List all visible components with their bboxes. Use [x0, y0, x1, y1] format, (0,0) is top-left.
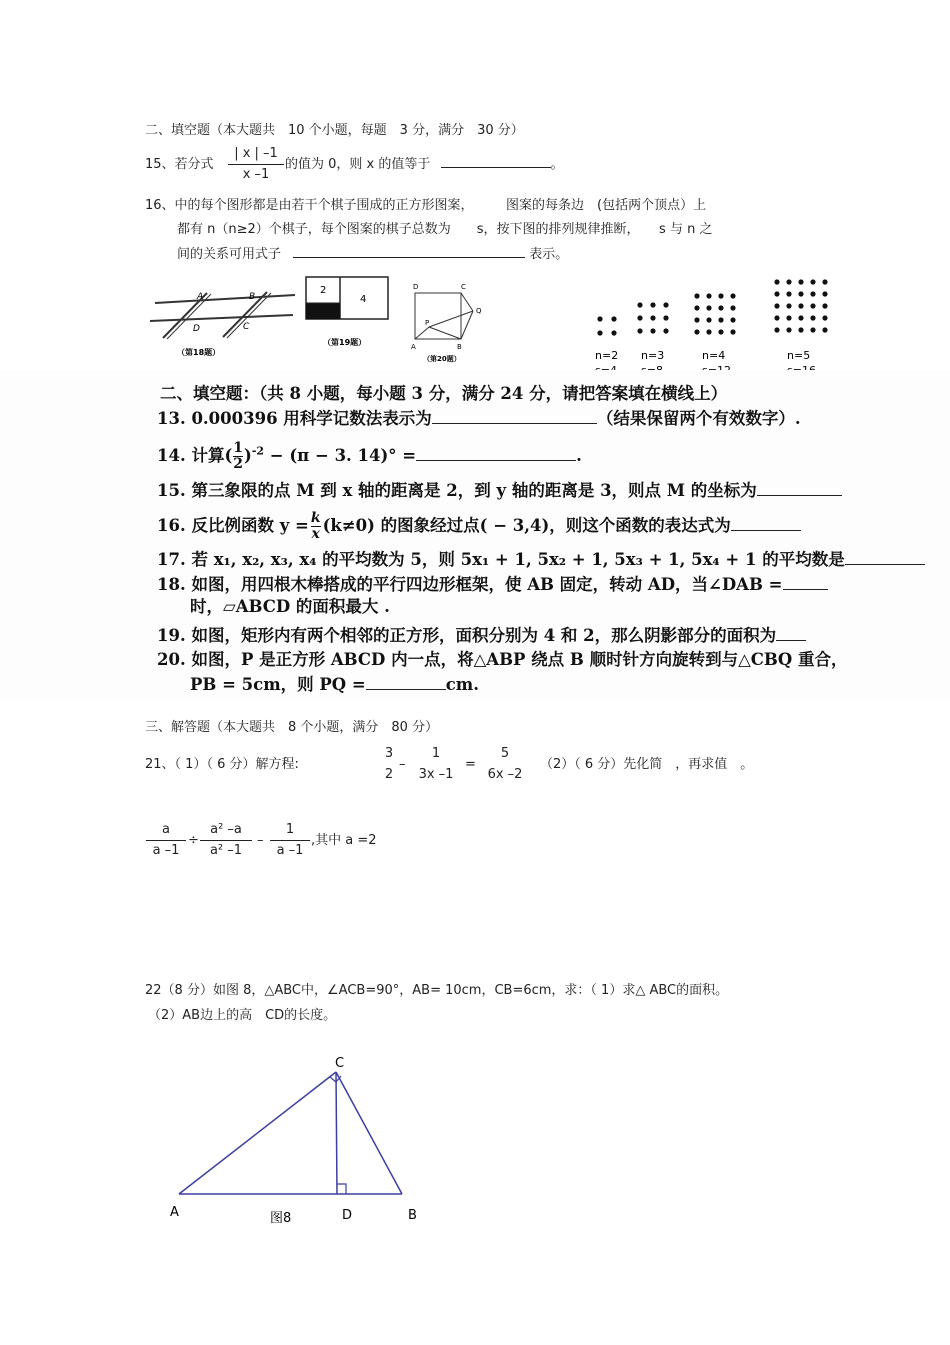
- figures-row: [145, 275, 855, 375]
- chess-dot: [637, 315, 642, 320]
- q20-line2: PB = 5cm，则 PQ = cm.: [190, 675, 479, 694]
- vertex-label-a: A: [170, 1205, 179, 1220]
- chess-dot: [786, 327, 791, 332]
- chess-dot: [650, 328, 655, 333]
- vertex-label-c: C: [335, 1056, 345, 1071]
- chess-dot: [798, 303, 803, 308]
- q22-line2: （2）AB边上的高 CD的长度。: [148, 1008, 337, 1023]
- fig18-label-a: A: [197, 292, 204, 302]
- chess-dot: [663, 302, 668, 307]
- chess-dot: [663, 315, 668, 320]
- chess-dot: [694, 305, 699, 310]
- chess-dot: [706, 293, 711, 298]
- q16-line1: 16、中的每个图形都是由若干个棋子围成的正方形图案， 图案的每条边 (包括两个顶点）上: [145, 198, 707, 213]
- figure-8-triangle: [160, 1045, 440, 1235]
- q21-expr-frac-3: 1 a –1: [270, 822, 310, 859]
- q18-line2: 时，▱ABCD 的面积最大 .: [190, 597, 390, 616]
- chess-dot: [786, 315, 791, 320]
- q14: 14. 计算( $\frac{1}{2}$ )$^{-2}$ − (π − 3. 14)° = .: [157, 440, 582, 472]
- q19-answer-blank[interactable]: [776, 640, 806, 641]
- chess-dot: [718, 317, 723, 322]
- q21-frac-3: 5 6x –2: [487, 746, 523, 782]
- q21-minus: –: [399, 757, 406, 772]
- section-2b-header: 二、填空题：（共 8 小题，每小题 3 分，满分 24 分，请把答案填在横线上）: [160, 384, 728, 403]
- q13-answer-blank[interactable]: [432, 423, 597, 424]
- chess-dot: [730, 329, 735, 334]
- fig20-label-q: Q: [476, 307, 482, 315]
- chess-dot: [663, 328, 668, 333]
- q14-fraction: $\frac{1}{2}$: [233, 440, 244, 472]
- chess-dot: [718, 305, 723, 310]
- fig19-label-4: 4: [360, 294, 367, 305]
- q15-prefix: 15、若分式: [145, 157, 214, 172]
- chess-dot: [798, 327, 803, 332]
- chess-dot: [822, 315, 827, 320]
- fig20-caption: （第20题）: [423, 355, 461, 363]
- chess-dot: [706, 305, 711, 310]
- chess-dot: [798, 279, 803, 284]
- chess-dot: [597, 316, 602, 321]
- q22-line1: 22（8 分）如图 8，△ABC中，∠ACB=90°，AB= 10cm，CB=6cm，求：（ 1）求△ ABC的面积。: [145, 983, 729, 998]
- q15b: 15. 第三象限的点 M 到 x 轴的距离是 2，到 y 轴的距离是 3，则点 M 的坐标为: [157, 481, 842, 501]
- q16b-answer-blank[interactable]: [731, 530, 801, 531]
- q21-equals: =: [465, 757, 476, 772]
- section-2a-header: 二、填空题（本大题共 10 个小题，每题 3 分，满分 30 分）: [145, 123, 524, 138]
- q16-line2: 都有 n（n≥2）个棋子，每个图案的棋子总数为 s，按下图的排列规律推断， s 与 n 之: [177, 222, 713, 237]
- chess-dot-patterns: [597, 279, 827, 335]
- fig20-label-d: D: [413, 283, 419, 291]
- chess-dot: [694, 329, 699, 334]
- q16b: 16. 反比例函数 y = $\frac{k}{x}$ (k≠0) 的图象经过点( − 3,4)，则这个函数的表达式为: [157, 511, 801, 542]
- vertex-label-b: B: [408, 1208, 417, 1223]
- chess-dot: [718, 329, 723, 334]
- chess-dot: [611, 330, 616, 335]
- chess-dot: [611, 316, 616, 321]
- q17: 17. 若 x₁, x₂, x₃, x₄ 的平均数为 5，则 5x₁ + 1, 5x₂ + 1, 5x₃ + 1, 5x₄ + 1 的平均数是: [157, 550, 925, 570]
- fig20-label-p: P: [425, 319, 430, 327]
- q21-frac-1: 3 2: [384, 746, 394, 782]
- q21-part1-label: 21、（ 1）（ 6 分）解方程:: [145, 757, 299, 772]
- chess-dot: [798, 315, 803, 320]
- section-3-header: 三、解答题（本大题共 8 个小题，满分 80 分）: [145, 720, 439, 735]
- dots-label-n2: n=2: [595, 349, 619, 362]
- q15b-answer-blank[interactable]: [757, 495, 842, 496]
- chess-dot: [730, 317, 735, 322]
- chess-dot: [774, 303, 779, 308]
- chess-dot: [730, 305, 735, 310]
- chess-dot: [786, 291, 791, 296]
- chess-dot: [822, 327, 827, 332]
- q14-answer-blank[interactable]: [416, 460, 576, 461]
- chess-dot: [810, 279, 815, 284]
- fig19-caption: （第19题）: [323, 338, 367, 347]
- chess-dot: [694, 293, 699, 298]
- q20-answer-blank[interactable]: [366, 689, 446, 690]
- fig18-label-b: B: [249, 292, 256, 302]
- chess-dot: [650, 302, 655, 307]
- q21-frac-2: 1 3x –1: [418, 746, 454, 782]
- chess-dot: [822, 291, 827, 296]
- q21-minus-2: –: [257, 833, 264, 848]
- q21-expr-frac-1: a a –1: [146, 822, 186, 859]
- chess-dot: [810, 291, 815, 296]
- fig18-caption: （第18题）: [177, 348, 221, 357]
- q16-line3: 间的关系可用式子 表示。: [177, 247, 569, 262]
- fig19-label-2: 2: [320, 285, 327, 296]
- figure-18-parallel-sticks: [150, 292, 295, 357]
- chess-dot: [786, 279, 791, 284]
- q15-answer-blank[interactable]: [441, 167, 551, 168]
- chess-dot: [774, 291, 779, 296]
- fig18-label-c: C: [243, 322, 250, 332]
- q19: 19. 如图，矩形内有两个相邻的正方形，面积分别为 4 和 2，那么阴影部分的面积为: [157, 626, 806, 646]
- chess-dot: [810, 327, 815, 332]
- chess-dot: [810, 315, 815, 320]
- q21-condition: ,其中 a =2: [311, 833, 377, 848]
- q16-answer-blank[interactable]: [293, 257, 525, 258]
- chess-dot: [637, 302, 642, 307]
- fig20-label-b: B: [457, 343, 462, 351]
- chess-dot: [706, 329, 711, 334]
- q21-expr-frac-2: a² –a a² –1: [200, 822, 252, 859]
- q15-fraction: | x | –1 x –1: [228, 146, 284, 183]
- chess-dot: [694, 317, 699, 322]
- foot-label-d: D: [342, 1208, 353, 1223]
- chess-dot: [774, 315, 779, 320]
- chess-dot: [718, 293, 723, 298]
- chess-dot: [822, 303, 827, 308]
- q18-answer-blank[interactable]: [783, 589, 828, 590]
- q20-line1: 20. 如图，P 是正方形 ABCD 内一点，将△ABP 绕点 B 顺时针方向旋转到与△CBQ 重合，: [157, 650, 848, 669]
- figure-20-square-rotation: [411, 283, 482, 363]
- q17-answer-blank[interactable]: [845, 564, 925, 565]
- chess-dot: [786, 303, 791, 308]
- figure-8-caption: 图8: [270, 1211, 292, 1226]
- q16-fraction: $\frac{k}{x}$: [310, 510, 321, 542]
- chess-dot: [706, 317, 711, 322]
- figure-19-squares: [306, 277, 388, 347]
- dots-label-n3: n=3: [641, 349, 665, 362]
- chess-dot: [798, 291, 803, 296]
- q21-part2-label: （2）（ 6 分）先化简 ，再求值 。: [540, 757, 754, 772]
- chess-dot: [650, 315, 655, 320]
- chess-dot: [822, 279, 827, 284]
- chess-dot: [774, 279, 779, 284]
- chess-dot: [810, 303, 815, 308]
- q18-line1: 18. 如图，用四根木棒搭成的平行四边形框架，使 AB 固定，转动 AD，当∠DAB =: [157, 575, 828, 595]
- fig20-label-a: A: [411, 343, 416, 351]
- chess-dot: [637, 328, 642, 333]
- q13: 13. 0.000396 用科学记数法表示为 （结果保留两个有效数字）.: [157, 409, 801, 428]
- chess-dot: [774, 327, 779, 332]
- fig20-label-c: C: [461, 283, 466, 291]
- chess-dot: [730, 293, 735, 298]
- dots-label-n5: n=5: [787, 349, 811, 362]
- q21-divide: ÷: [188, 833, 199, 848]
- fig18-label-d: D: [193, 324, 200, 334]
- dots-label-n4: n=4: [702, 349, 726, 362]
- q15-suffix: 的值为 0，则 x 的值等于 。: [285, 157, 564, 172]
- chess-dot: [597, 330, 602, 335]
